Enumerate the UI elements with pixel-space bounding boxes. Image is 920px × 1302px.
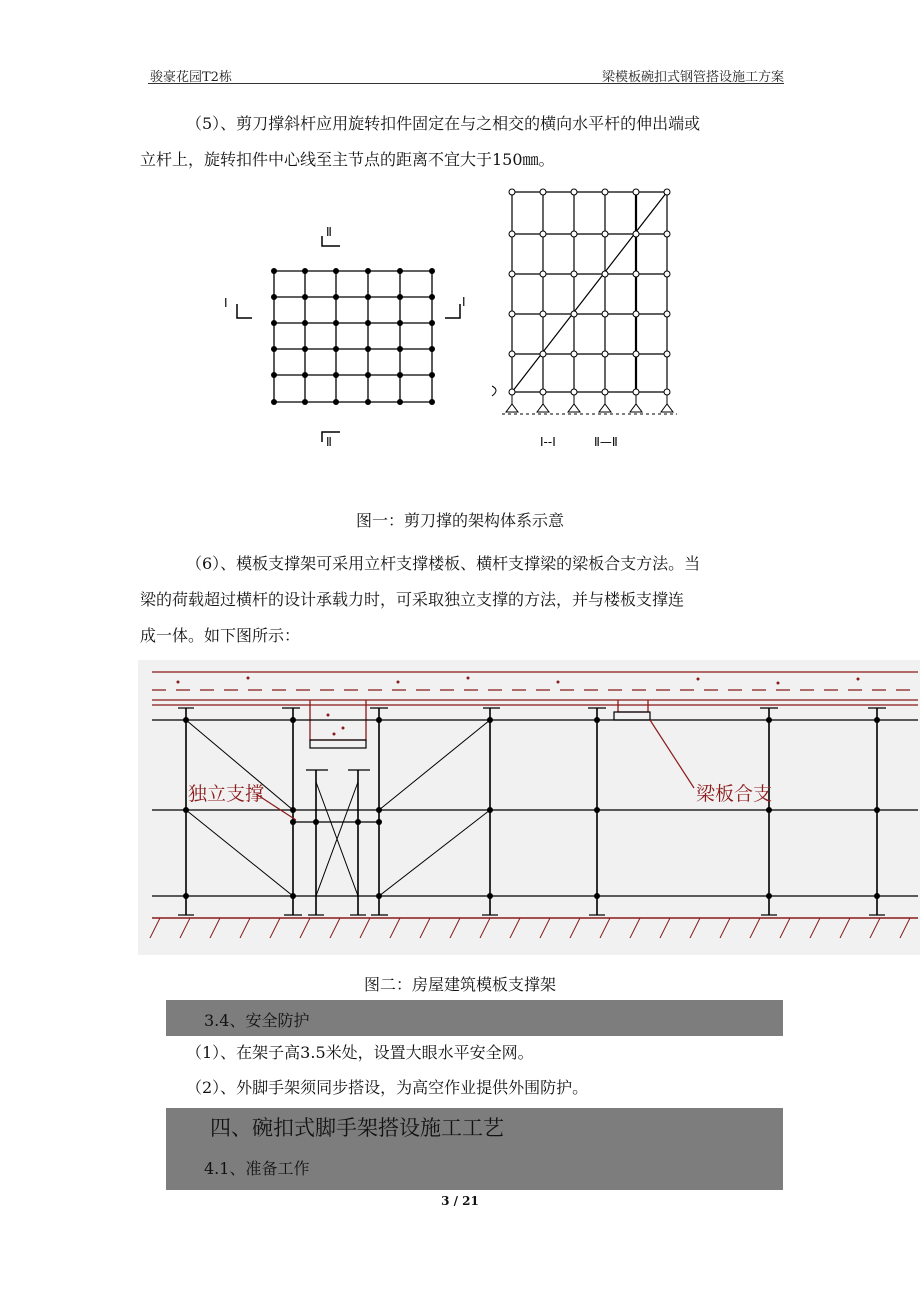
chapter-4-header [166,1108,783,1190]
header-divider [148,83,784,84]
header-right: 梁模板碗扣式钢管搭设施工方案 [601,70,784,85]
section-label-1: Ⅰ--Ⅰ [540,435,556,449]
header-left: 骏豪花园T2栋 [150,70,232,85]
plan-label-right: Ⅰ [462,295,466,309]
paragraph-6-line2: 梁的荷载超过横杆的设计承载力时，可采取独立支撑的方法，并与楼板支撑连 [140,590,685,609]
paragraph-6-line3: 成一体。如下图所示： [140,626,301,645]
paragraph-6 [140,546,790,654]
figure1-plan-grid [222,222,472,452]
safety-item-1: （1）、在架子高3.5米处，设置大眼水平安全网。 [186,1043,534,1062]
figure1-elevation [486,184,686,454]
section-3-4-header [166,1000,783,1036]
label-independent-support: 独立支撑 [188,783,265,805]
figure2-caption: 图二：房屋建筑模板支撑架 [363,975,556,994]
figure2-diagram [138,660,920,955]
paragraph-5-line2: 立杆上，旋转扣件中心线至主节点的距离不宜大于150㎜。 [140,150,555,169]
section-3-4-title: 3.4、安全防护 [204,1011,310,1030]
section-4-1-title: 4.1、准备工作 [204,1159,310,1178]
label-beam-slab-combined: 梁板合支 [696,783,773,805]
paragraph-5 [140,106,790,178]
page-number: 3 / 21 [441,1194,479,1208]
plan-label-top: Ⅱ [326,225,332,239]
plan-label-bottom: Ⅱ [326,435,332,449]
figure1-caption: 图一：剪刀撑的架构体系示意 [355,511,564,530]
section-label-2: Ⅱ—Ⅱ [594,435,618,449]
paragraph-6-line1: （6）、模板支撑架可采用立杆支撑楼板、横杆支撑梁的梁板合支方法。当 [186,554,701,573]
chapter-4-title: 四、碗扣式脚手架搭设施工工艺 [210,1116,504,1140]
plan-label-left: Ⅰ [224,296,228,310]
safety-item-2: （2）、外脚手架须同步搭设，为高空作业提供外围防护。 [186,1078,589,1097]
paragraph-5-line1: （5）、剪刀撑斜杆应用旋转扣件固定在与之相交的横向水平杆的伸出端或 [186,114,701,133]
